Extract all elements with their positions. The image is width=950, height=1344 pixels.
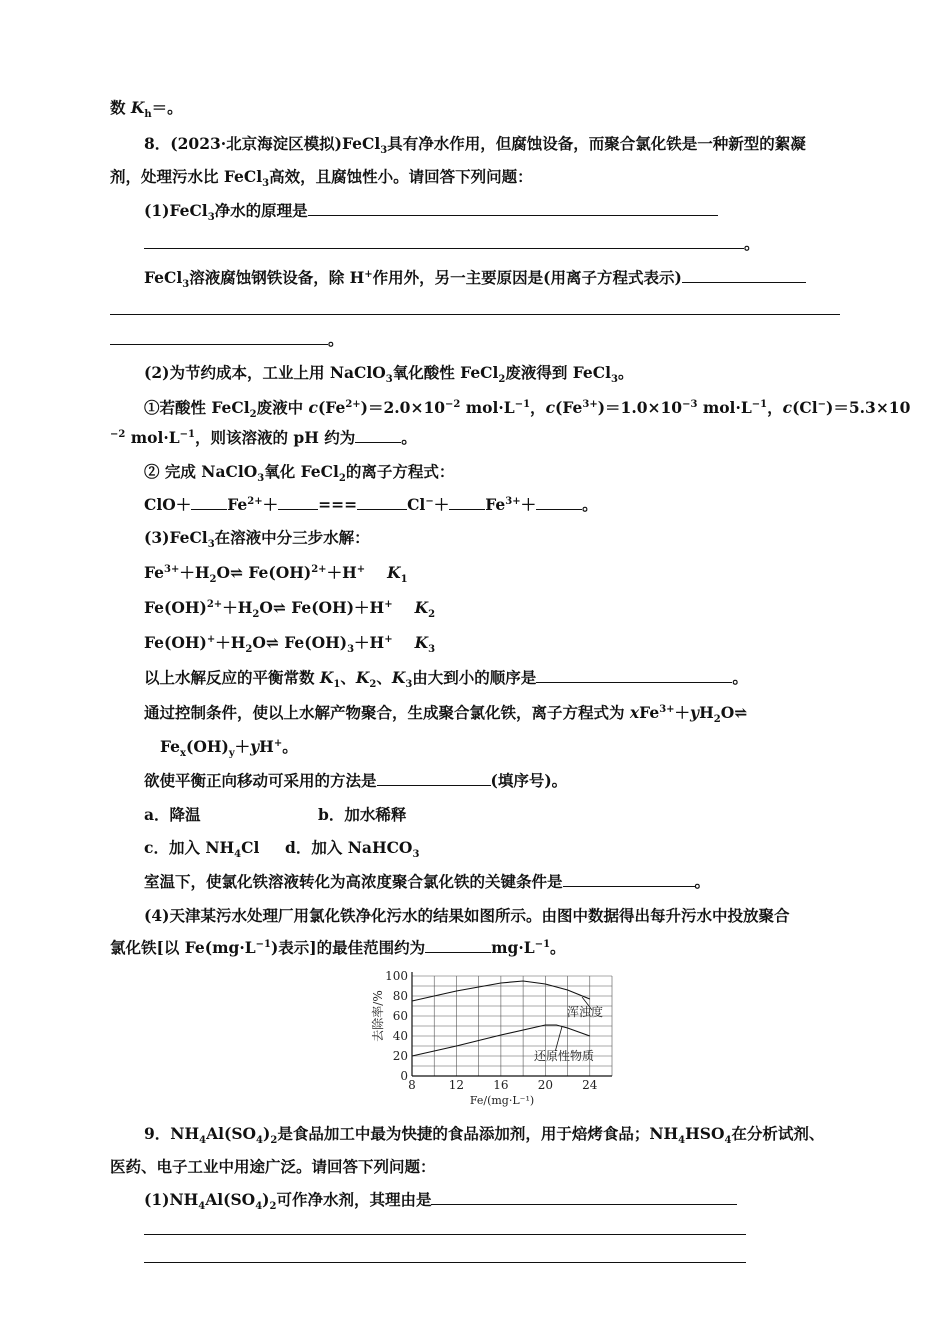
answer-blank[interactable] [191,495,227,510]
q8-intro-line2: 剂，处理污水比 FeCl$_3$高效，且腐蚀性小。请回答下列问题： [110,167,533,190]
answer-blank[interactable] [536,668,732,683]
q8-part4-line2: 氯化铁[以 $Fe(mg\cdot L^{-1})$表示]的最佳范围约为 $mg\cdot L^{-1}$。 [110,938,566,957]
option-a: a．降温 [144,805,201,824]
x-tick-label: 16 [493,1078,509,1092]
q8-part1-question: (1)FeCl$_3$净水的原理是 [144,201,718,221]
polymerization-text: 通过控制条件，使以上水解产物聚合，生成聚合氯化铁，离子方程式为 $xFe^{3+}+yH_2O\rightleftharpoons$ [144,703,748,726]
answer-blank[interactable] [278,495,318,510]
answer-blank[interactable] [144,234,744,249]
answer-blank[interactable] [563,872,695,887]
y-tick-label: 0 [400,1069,408,1083]
hydrolysis-step1: $Fe^{3+}+H_2O\rightleftharpoons$ Fe(OH)$^{2+}$＋H+ $K_1$ [144,563,408,586]
q8-part2-intro: (2)为节约成本，工业上用 NaClO$_3$氧化酸性 FeCl$_2$废液得到 FeCl$_3$。 [144,363,634,386]
y-tick-label: 20 [392,1049,408,1063]
x-tick-label: 20 [537,1078,553,1092]
q8-corrosion-question: FeCl$_3$溶液腐蚀钢铁设备，除 H+作用外，另一主要原因是(用离子方程式表示) [144,268,806,288]
q8-part4-line1: (4)天津某污水处理厂用氯化铁净化污水的结果如图所示。由图中数据得出每升污水中投放聚合 [144,906,790,925]
chart-series [412,981,592,1056]
q8-part1-blank-line: 。 [144,234,760,254]
x-tick-label: 8 [408,1078,416,1092]
key-condition-question: 室温下，使氯化铁溶液转化为高浓度聚合氯化铁的关键条件是 。 [144,872,711,891]
answer-blank[interactable] [682,268,806,283]
y-tick-label: 60 [392,1009,408,1023]
answer-blank[interactable] [377,771,491,786]
answer-blank[interactable] [357,495,407,510]
answer-blank[interactable] [431,1190,737,1205]
q8-part2-sub2: ② 完成 NaClO$_3$氧化 FeCl$_2$的离子方程式： [144,462,455,485]
chart-y-label: 去除率/% [371,990,385,1042]
y-tick-label: 40 [392,1029,408,1043]
series-label-reducing-substance: 还原性物质 [534,1049,595,1063]
option-b: b．加水稀释 [318,805,407,824]
q8-part2-sub1: ①若酸性 FeCl$_2$废液中 $c(Fe^{2+})=2.0\times 10^{-2}$ $mol\cdot L^{-1}$，$c(Fe^{3+})=1.0\times 10^{-3}$ $mol\cdot L^{-1}$，c(Cl−)＝5.3×10 [144,398,911,421]
x-tick-label: 12 [448,1078,465,1092]
constants-order-question: 以上水解反应的平衡常数 $K_1$、$K_2$、$K_3$由大到小的顺序是 。 [144,668,748,691]
q8-intro-line1: 8．(2023·北京海淀区模拟)FeCl$_3$具有净水作用，但腐蚀设备，而聚合氯化铁是一种新型的絮凝 [144,134,806,157]
answer-blank[interactable] [110,330,328,345]
q8-corrosion-blank-end: 。 [110,330,344,350]
answer-blank-full[interactable] [110,314,840,315]
label-leader-reducing-substance [555,1027,562,1052]
q9-part1-question: $(1)NH_4Al(SO_4)_2$可作净水剂，其理由是 [144,1190,737,1210]
chart-tick-labels [385,969,598,1092]
answer-blank[interactable] [308,201,718,216]
method-question: 欲使平衡正向移动可采用的方法是 (填序号)。 [144,771,568,790]
q9-intro-line2: 医药、电子工业中用途广泛。请回答下列问题： [110,1157,436,1176]
y-tick-label: 100 [385,969,408,983]
hydrolysis-step2: $Fe(OH)^{2+}+H_2O\rightleftharpoons$ Fe(OH)＋H+ $K_2$ [144,598,436,621]
hydrolysis-step3: $Fe(OH)^++H_2O\rightleftharpoons$ $Fe(OH)_3+H^+$ $K_3$ [144,633,436,656]
polymerization-equation-cont: $Fe_x(OH)_y+yH^+$。 [160,737,298,760]
answer-blank[interactable] [425,938,491,953]
answer-blank[interactable] [355,428,401,443]
q8-part2-sub1-cont: $^{-2}$ $mol\cdot L^{-1}$，则该溶液的 pH 约为 。 [110,428,417,447]
answer-blank[interactable] [449,495,485,510]
removal-rate-chart [362,964,622,1114]
x-tick-label: 24 [582,1078,598,1092]
answer-blank-full[interactable] [144,1262,746,1263]
kh-line: 数 $K_h=$。 [110,98,183,121]
q8-redox-equation: $ClO+ Fe^{2+}+$ === $Cl^-+ Fe^{3+}+$ 。 [144,495,598,514]
answer-blank[interactable] [536,495,582,510]
y-tick-label: 80 [392,989,408,1003]
option-d: d．加入 NaHCO$_3$ [285,838,420,861]
answer-blank-full[interactable] [144,1234,746,1235]
q9-intro-line1: 9．$NH_4Al(SO_4)_2$是食品加工中最为快捷的食品添加剂，用于焙烤食品；$NH_4HSO_4$在分析试剂、 [144,1124,825,1147]
chart-x-label: Fe/(mg·L⁻¹) [469,1094,535,1107]
series-label-turbidity: 浑浊度 [567,1005,604,1019]
option-c: c．加入 $NH_4Cl$ [144,838,260,861]
q8-part3-intro: (3)FeCl$_3$在溶液中分三步水解： [144,528,370,551]
